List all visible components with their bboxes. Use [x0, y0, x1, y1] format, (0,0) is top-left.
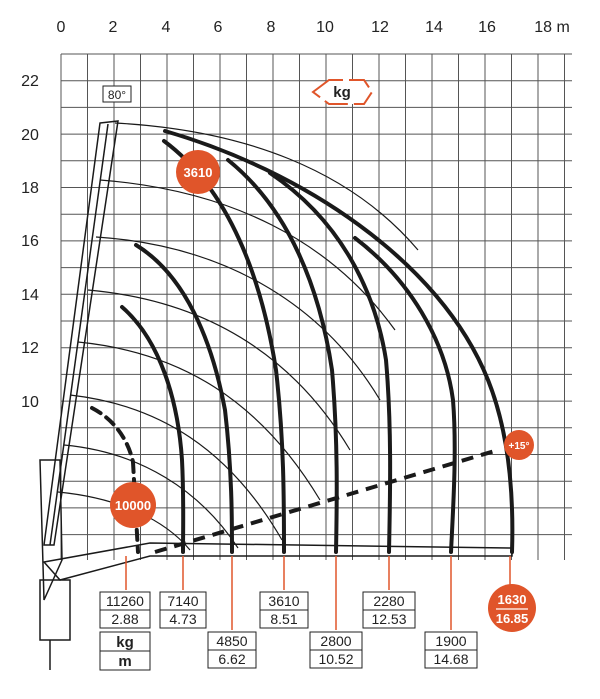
end-load-reach: 16.85 — [495, 611, 529, 626]
y-tick-16: 16 — [21, 233, 39, 250]
x-tick-2: 2 — [108, 19, 118, 36]
unit-legend — [100, 632, 150, 670]
x-tick-18: 18 m — [534, 19, 570, 36]
y-tick-20: 20 — [21, 127, 39, 144]
load-table — [100, 592, 477, 668]
load-kg: 11260 — [106, 593, 144, 609]
load-cell-2800 — [310, 632, 362, 668]
load-m: 14.68 — [433, 651, 469, 667]
load-kg: 4850 — [216, 633, 248, 649]
load-m: 2.88 — [111, 611, 139, 627]
angle-arc-1 — [115, 123, 418, 250]
load-cell-7140 — [160, 592, 206, 628]
y-tick-14: 14 — [21, 287, 39, 304]
x-axis-ticks — [57, 19, 570, 36]
x-tick-16: 16 — [478, 19, 496, 36]
load-curves — [92, 131, 512, 552]
y-tick-22: 22 — [21, 73, 39, 90]
x-tick-12: 12 — [371, 19, 389, 36]
unit-badge-label: kg — [333, 84, 351, 101]
load-cell-4850 — [208, 632, 256, 668]
y-tick-10: 10 — [21, 394, 39, 411]
legend-kg: kg — [116, 634, 134, 651]
x-tick-0: 0 — [56, 19, 66, 36]
max-load-label: 10000 — [114, 498, 152, 513]
angle-box-label: 80° — [107, 88, 127, 102]
load-m: 10.52 — [318, 651, 354, 667]
y-tick-12: 12 — [21, 340, 39, 357]
load-m: 8.51 — [270, 611, 298, 627]
load-cell-2280 — [363, 592, 415, 628]
legend-m: m — [118, 653, 132, 670]
crane-boom — [40, 121, 512, 670]
load-m: 4.73 — [169, 611, 197, 627]
jib-angle-label: +15° — [508, 441, 530, 452]
x-tick-14: 14 — [425, 19, 443, 36]
x-tick-10: 10 — [316, 19, 334, 36]
x-tick-8: 8 — [266, 19, 276, 36]
load-curve-1900 — [355, 238, 455, 552]
load-cell-1900 — [425, 632, 477, 668]
y-axis-ticks — [21, 73, 39, 411]
load-m: 12.53 — [371, 611, 407, 627]
angle-arc-3 — [96, 237, 380, 400]
crane-base — [40, 580, 70, 640]
x-tick-4: 4 — [161, 19, 171, 36]
mid-load-label: 3610 — [183, 165, 213, 180]
load-kg: 3610 — [268, 593, 300, 609]
load-kg: 7140 — [167, 593, 199, 609]
load-m: 6.62 — [218, 651, 246, 667]
y-tick-18: 18 — [21, 180, 39, 197]
end-load-kg: 1630 — [497, 592, 527, 607]
load-kg: 2280 — [373, 593, 405, 609]
load-cell-11260 — [100, 592, 150, 628]
load-kg: 2800 — [320, 633, 352, 649]
load-cell-3610 — [260, 592, 308, 628]
load-kg: 1900 — [435, 633, 467, 649]
x-tick-6: 6 — [213, 19, 223, 36]
